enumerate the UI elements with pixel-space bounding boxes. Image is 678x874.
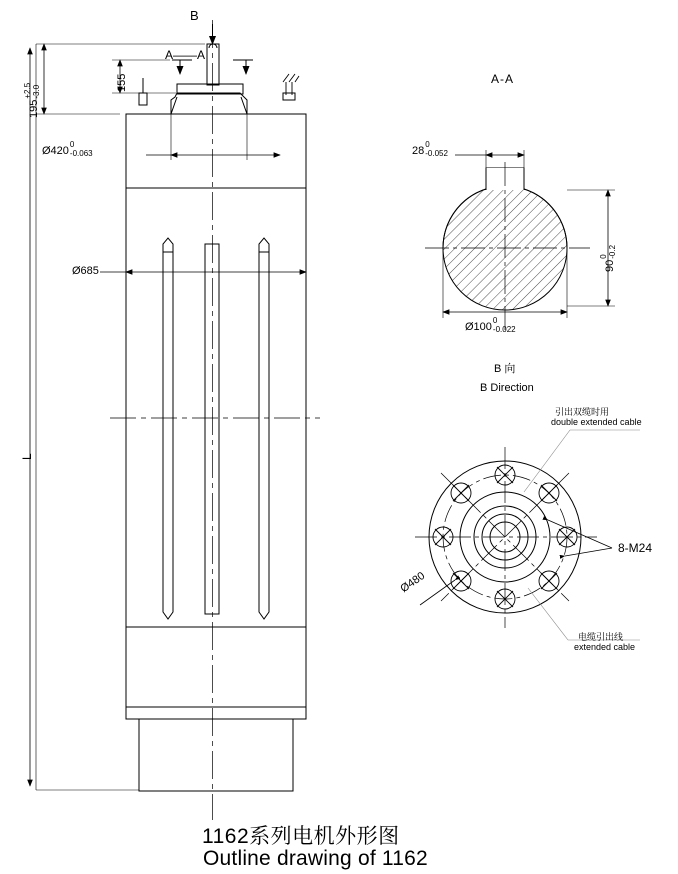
dim-100-lower: -0.022 xyxy=(492,324,516,334)
dim-685: Ø685 xyxy=(72,265,99,277)
dim-28-group xyxy=(412,141,448,159)
dim-195-lower: -3.0 xyxy=(31,84,41,99)
label-section-aa-main: A——A xyxy=(165,48,206,62)
dim-100-upper: 0 xyxy=(492,316,498,326)
dim-28-value: 28 xyxy=(412,145,425,157)
label-bolt-spec: 8-M24 xyxy=(618,541,653,555)
dim-195-value: 195 xyxy=(28,99,40,118)
dim-28-lower: -0.052 xyxy=(425,148,448,158)
dim-28-upper: 0 xyxy=(425,140,430,150)
dim-155-value: 155 xyxy=(116,73,128,92)
caption-b-direction-cn: B 向 xyxy=(494,363,516,375)
dim-480-value: Ø480 xyxy=(398,569,428,596)
dim-90-upper: 0 xyxy=(599,254,609,259)
dim-100-group xyxy=(465,317,516,335)
note-double-cable-cn: 引出双缆时用 xyxy=(555,407,610,417)
note-cable-en: extended cable xyxy=(574,642,636,652)
dim-420-upper: 0 xyxy=(69,140,75,150)
drawing-title-en: Outline drawing of 1162 xyxy=(203,847,428,870)
drawing-title-cn: 1162系列电机外形图 xyxy=(202,825,400,848)
dim-420-lower: -0.063 xyxy=(69,148,93,158)
dim-90-value: 90 xyxy=(604,259,616,272)
dim-195-upper: +2.5 xyxy=(23,82,33,99)
label-section-arrow-b: B xyxy=(190,8,199,23)
note-cable-cn: 电缆引出线 xyxy=(578,632,624,642)
dim-L-value: L xyxy=(20,453,34,460)
dim-420-value: Ø420 xyxy=(42,145,69,157)
dim-100-value: Ø100 xyxy=(465,321,492,333)
dim-480-group xyxy=(396,569,428,600)
dim-90-lower: -0.2 xyxy=(607,244,617,259)
caption-section-aa: A-A xyxy=(491,72,515,86)
caption-b-direction-en: B Direction xyxy=(480,382,534,394)
dim-420-group xyxy=(42,141,93,159)
note-double-cable-en: double extended cable xyxy=(551,417,642,427)
